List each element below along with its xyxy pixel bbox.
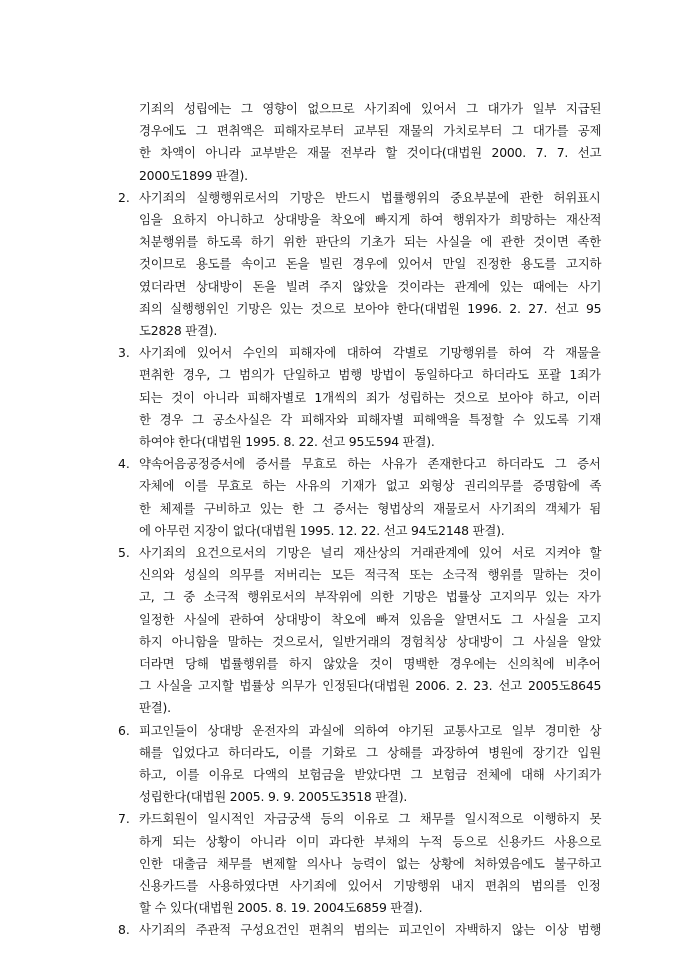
text-line: 편취한 경우, 그 범의가 단일하고 범행 방법이 동일하다고 하더라도 포괄 1죄가	[139, 367, 601, 383]
text-line: 사기죄의 실행행위로서의 기망은 반드시 법률행위의 중요부분에 관한 허위표시	[139, 189, 601, 205]
text-line: 되는 것이 아니라 피해자별로 1개씩의 죄가 성립하는 것으로 보아야 하고, 이러	[139, 389, 601, 405]
text-line: 판결).	[139, 700, 171, 716]
text-line: 하여야 한다(대법원 1995. 8. 22. 선고 95도594 판결).	[139, 434, 435, 449]
text-line: 하고, 이를 이유로 다액의 보험금을 받았다면 그 보험금 전체에 대해 사기죄가	[139, 767, 601, 782]
item-number: 3.	[118, 345, 130, 361]
text-line: 신의와 성실의 의무를 저버리는 모든 적극적 또는 소극적 행위를 말하는 것이	[139, 567, 602, 583]
item-number: 2.	[118, 189, 130, 205]
text-line: 죄의 실행행위인 기망은 있는 것으로 보아야 한다(대법원 1996. 2. 27. 선고 95	[139, 300, 602, 316]
item-number: 4.	[118, 456, 130, 472]
text-line: 자체에 이를 무효로 하는 사유의 기재가 없고 외형상 권리의무를 증명함에 족	[139, 478, 602, 494]
text-line: 에 아무런 지장이 없다(대법원 1995. 12. 22. 선고 94도2148 판결).	[139, 522, 505, 538]
text-line: 할 수 있다(대법원 2005. 8. 19. 2004도6859 판결).	[139, 900, 423, 916]
text-line: 임을 요하지 아니하고 상대방을 착오에 빠지게 하여 행위자가 희망하는 재산적	[139, 212, 602, 227]
text-line: 였더라면 상대방이 돈을 빌려 주지 않았을 것이라는 관계에 있는 때에는 사기	[139, 278, 602, 294]
text-line: 신용카드를 사용하였다면 사기죄에 있어서 기망행위 내지 편취의 범의를 인정	[139, 878, 601, 893]
text-line: 카드회원이 일시적인 자금궁색 등의 이유로 그 채무를 일시적으로 이행하지 못	[139, 811, 602, 827]
text-line: 한 차액이 아니라 교부받은 재물 전부라 할 것이다(대법원 2000. 7. 7. 선고	[139, 145, 602, 161]
text-line: 성립한다(대법원 2005. 9. 9. 2005도3518 판결).	[139, 789, 408, 805]
item-number: 8.	[118, 922, 130, 938]
text-line: 그 사실을 고지할 법률상 의무가 인정된다(대법원 2006. 2. 23. 선고 2005도8645	[139, 678, 602, 694]
text-line: 사기죄의 요건으로서의 기망은 널리 재산상의 거래관계에 있어 서로 지켜야 할	[139, 545, 602, 560]
text-line: 고, 그 중 소극적 행위로서의 부작위에 의한 기망은 법률상 고지의무 있는 자가	[139, 589, 601, 605]
text-line: 일정한 사실에 관하여 상대방이 착오에 빠져 있음을 알면서도 그 사실을 고지	[139, 611, 602, 627]
item-number: 6.	[118, 722, 130, 738]
text-line: 처분행위를 하도록 하기 위한 판단의 기초가 되는 사실을 에 관한 것이면 족한	[139, 234, 601, 250]
text-line: 한 체제를 구비하고 있는 한 그 증서는 형법상의 재물로서 사기죄의 객체가 됨	[139, 500, 601, 516]
text-line: 인한 대출금 채무를 변제할 의사나 능력이 없는 상황에 처하였음에도 불구하고	[139, 855, 602, 871]
text-line: 사기죄에 있어서 수인의 피해자에 대하여 각별로 기망행위를 하여 각 재물을	[139, 345, 601, 361]
text-line: 한 경우 그 공소사실은 각 피해자와 피해자별 피해액을 특정할 수 있도록 기재	[139, 411, 601, 427]
text-line: 더라면 당해 법률행위를 하지 않았을 것이 명백한 경우에는 신의칙에 비추어	[139, 656, 601, 671]
text-line: 2000도1899 판결).	[139, 167, 248, 183]
text-line: 경우에도 그 편취액은 피해자로부터 교부된 재물의 가치로부터 그 대가를 공제	[139, 123, 602, 139]
text-line: 약속어음공정증서에 증서를 무효로 하는 사유가 존재한다고 하더라도 그 증서	[139, 456, 601, 472]
text-line: 하지 아니함을 말하는 것으로서, 일반거래의 경험칙상 상대방이 그 사실을 알았	[139, 633, 602, 649]
text-line: 도2828 판결).	[139, 323, 218, 338]
text-line: 기죄의 성립에는 그 영향이 없으므로 사기죄에 있어서 그 대가가 일부 지급된	[139, 101, 602, 116]
item-number: 5.	[118, 545, 130, 560]
text-line: 하게 되는 상황이 아니라 이미 과다한 부채의 누적 등으로 신용카드 사용으로	[139, 833, 602, 849]
text-line: 것이므로 용도를 속이고 돈을 빌린 경우에 있어서 만일 진정한 용도를 고지하	[139, 256, 602, 272]
text-line: 해를 입었다고 하더라도, 이를 기화로 그 상해를 과장하여 병원에 장기간 입원	[139, 744, 601, 760]
text-line: 피고인들이 상대방 운전자의 과실에 의하여 야기된 교통사고로 일부 경미한 상	[139, 722, 602, 738]
item-number: 7.	[118, 811, 130, 827]
text-line: 사기죄의 주관적 구성요건인 편취의 범의는 피고인이 자백하지 않는 이상 범행	[139, 922, 602, 938]
